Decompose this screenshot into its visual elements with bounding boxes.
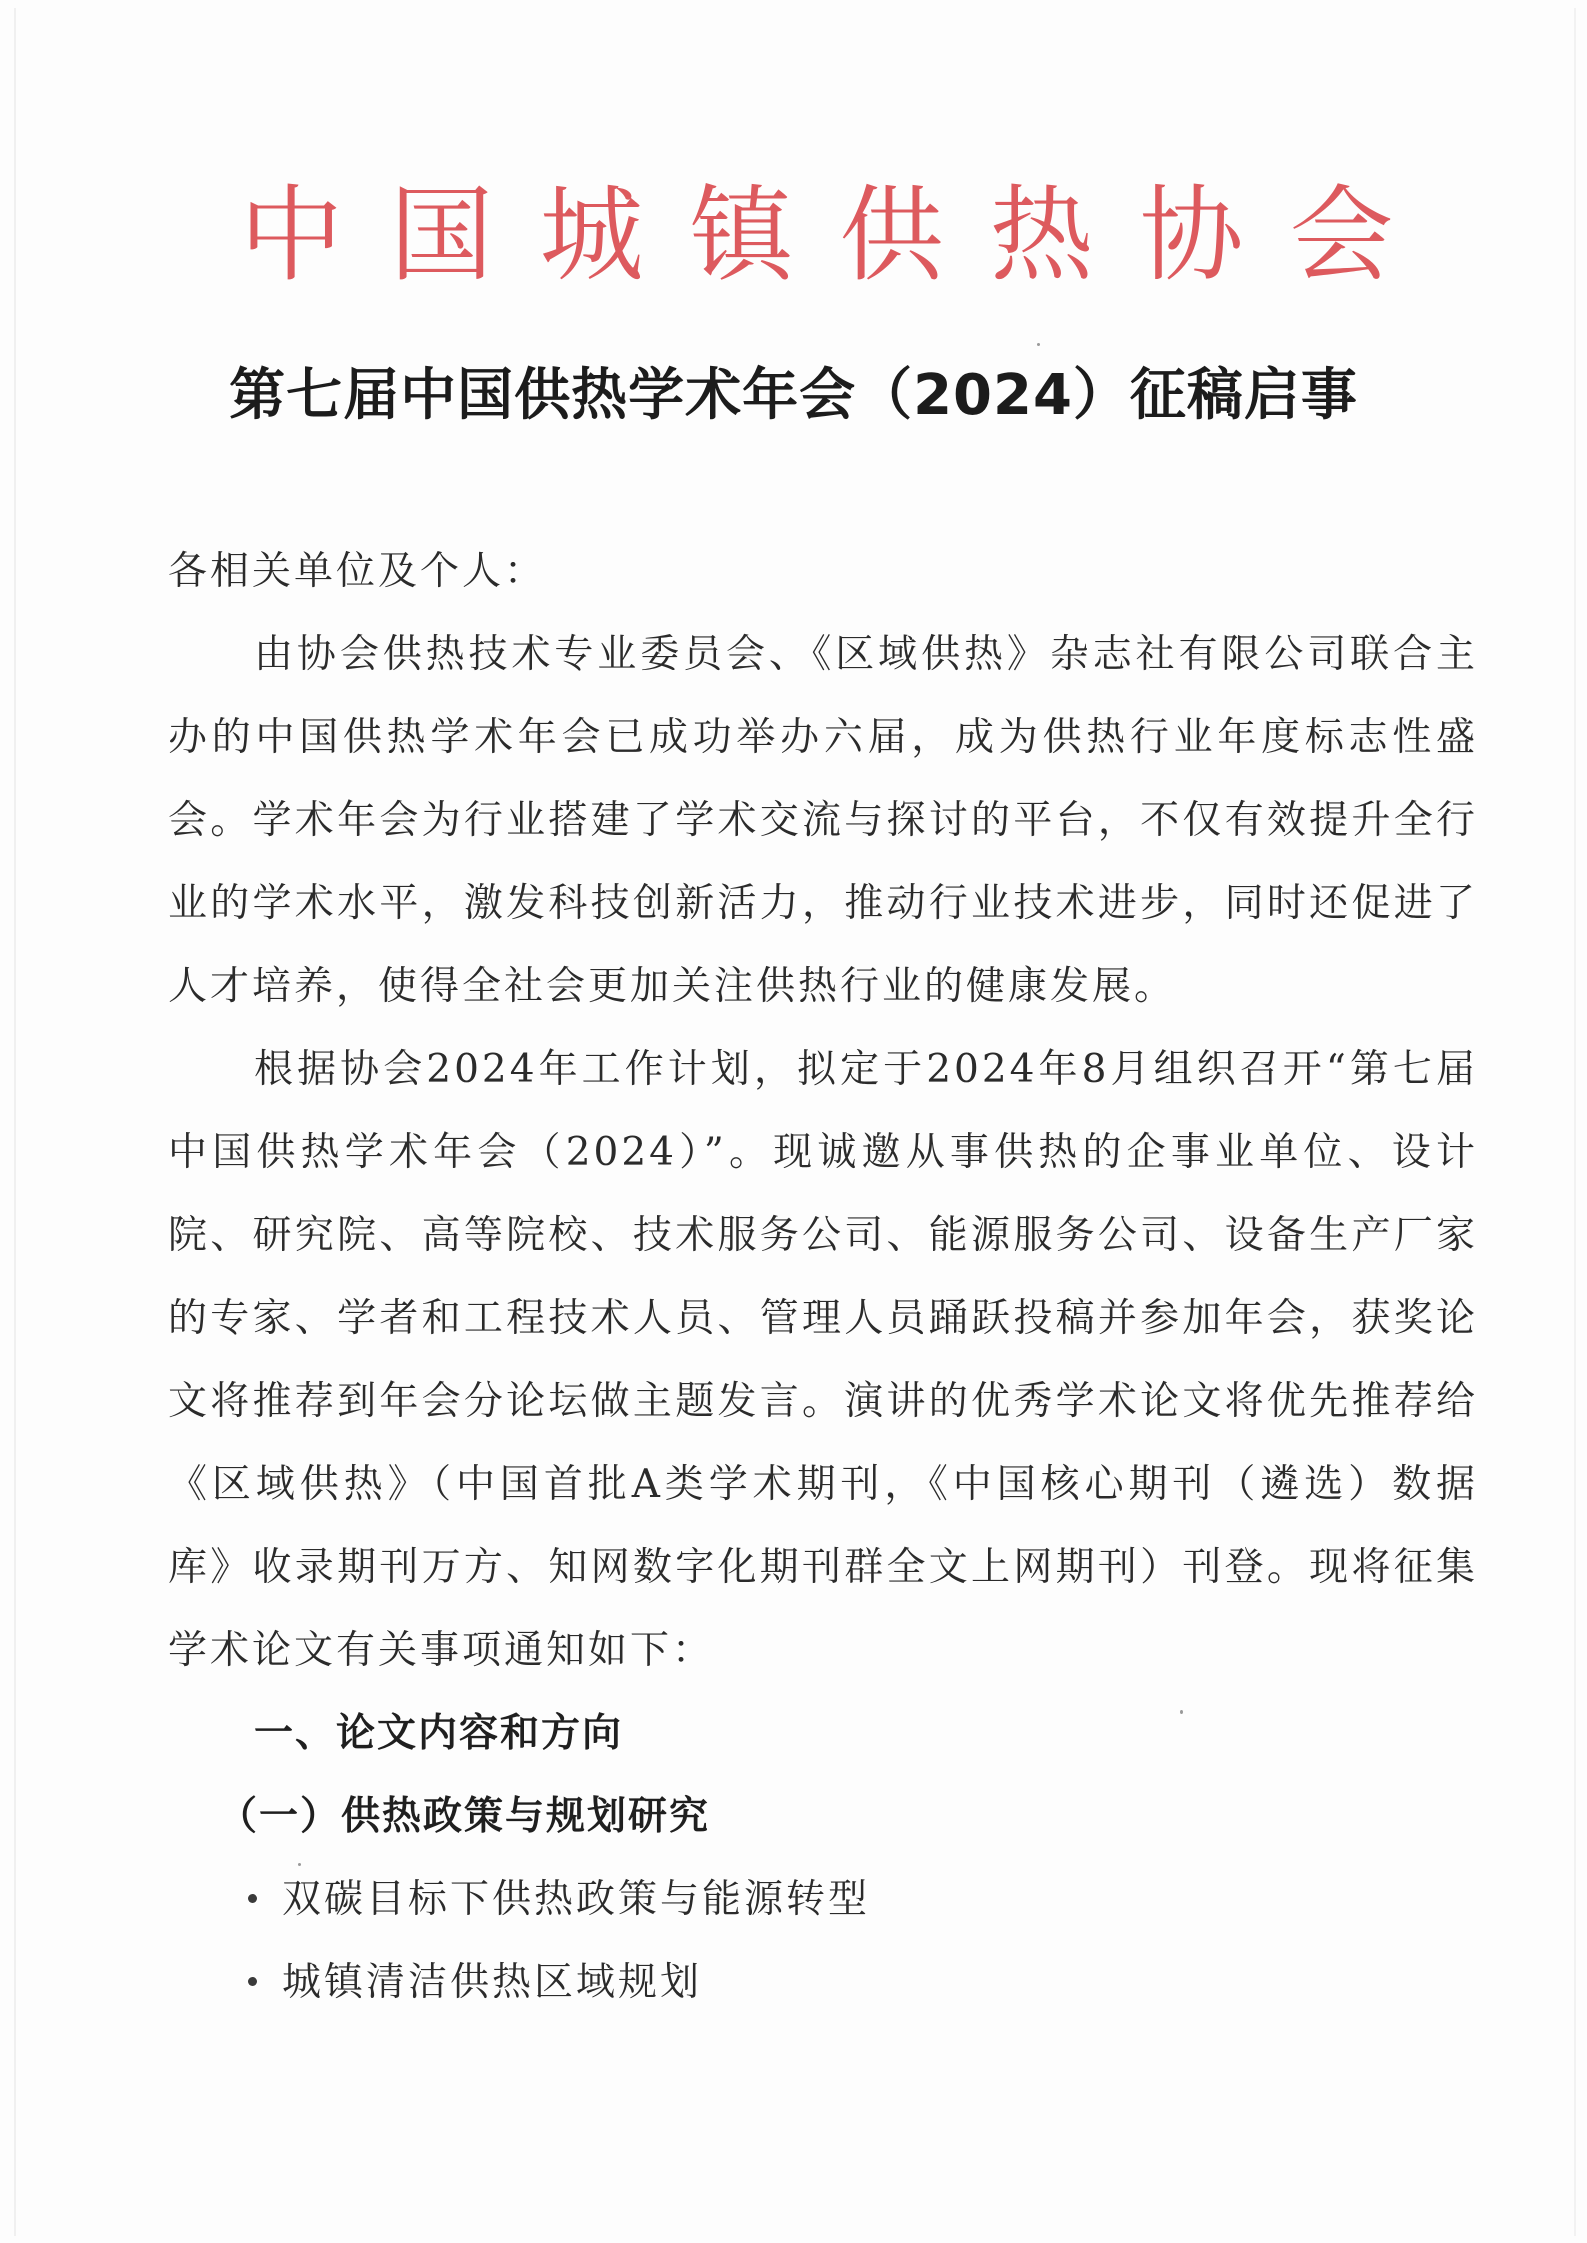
- bullet-icon: [248, 1977, 257, 1986]
- scan-speck: [1180, 1710, 1183, 1714]
- section-heading: 一、论文内容和方向: [254, 1711, 624, 1756]
- topic-list: [168, 1858, 1478, 2024]
- scan-speck: [298, 1863, 301, 1866]
- salutation: 各相关单位及个人：: [168, 549, 547, 594]
- letterhead: 中国城镇供热协会: [239, 174, 1440, 296]
- list-item: [168, 1858, 1478, 1941]
- document-body: [168, 530, 1478, 2024]
- document-title: 第七届中国供热学术年会（2024）征稿启事: [229, 363, 1358, 428]
- list-item-text: 城镇清洁供热区域规划: [282, 1960, 703, 2005]
- scan-speck: [1037, 343, 1040, 346]
- list-item: [168, 1941, 1478, 2024]
- bullet-icon: [248, 1894, 257, 1903]
- list-item-text: 双碳目标下供热政策与能源转型: [282, 1877, 871, 1922]
- paragraph-notice: 根据协会2024年工作计划，拟定于2024年8月组织召开“第七届中国供热学术年会（2024）”。现诚邀从事供热的企事业单位、设计院、研究院、高等院校、技术服务公司、能源服务公司、设备生产厂家的专家、学者和工程技术人员、管理人员踊跃投稿并参加年会，获奖论文将推荐到年会分论坛做主题发言。演讲的优秀学术论文将优先推荐给《区域供热》（中国首批A类学术期刊，《中国核心期刊（遴选）数据库》收录期刊万方、知网数字化期刊群全文上网期刊）刊登。现将征集学术论文有关事项通知如下：: [168, 1047, 1478, 1673]
- subsection-heading: （一）供热政策与规划研究: [218, 1794, 711, 1839]
- paragraph-intro: 由协会供热技术专业委员会、《区域供热》杂志社有限公司联合主办的中国供热学术年会已成功举办六届，成为供热行业年度标志性盛会。学术年会为行业搭建了学术交流与探讨的平台，不仅有效提升全行业的学术水平，激发科技创新活力，推动行业技术进步，同时还促进了人才培养，使得全社会更加关注供热行业的健康发展。: [168, 632, 1478, 1009]
